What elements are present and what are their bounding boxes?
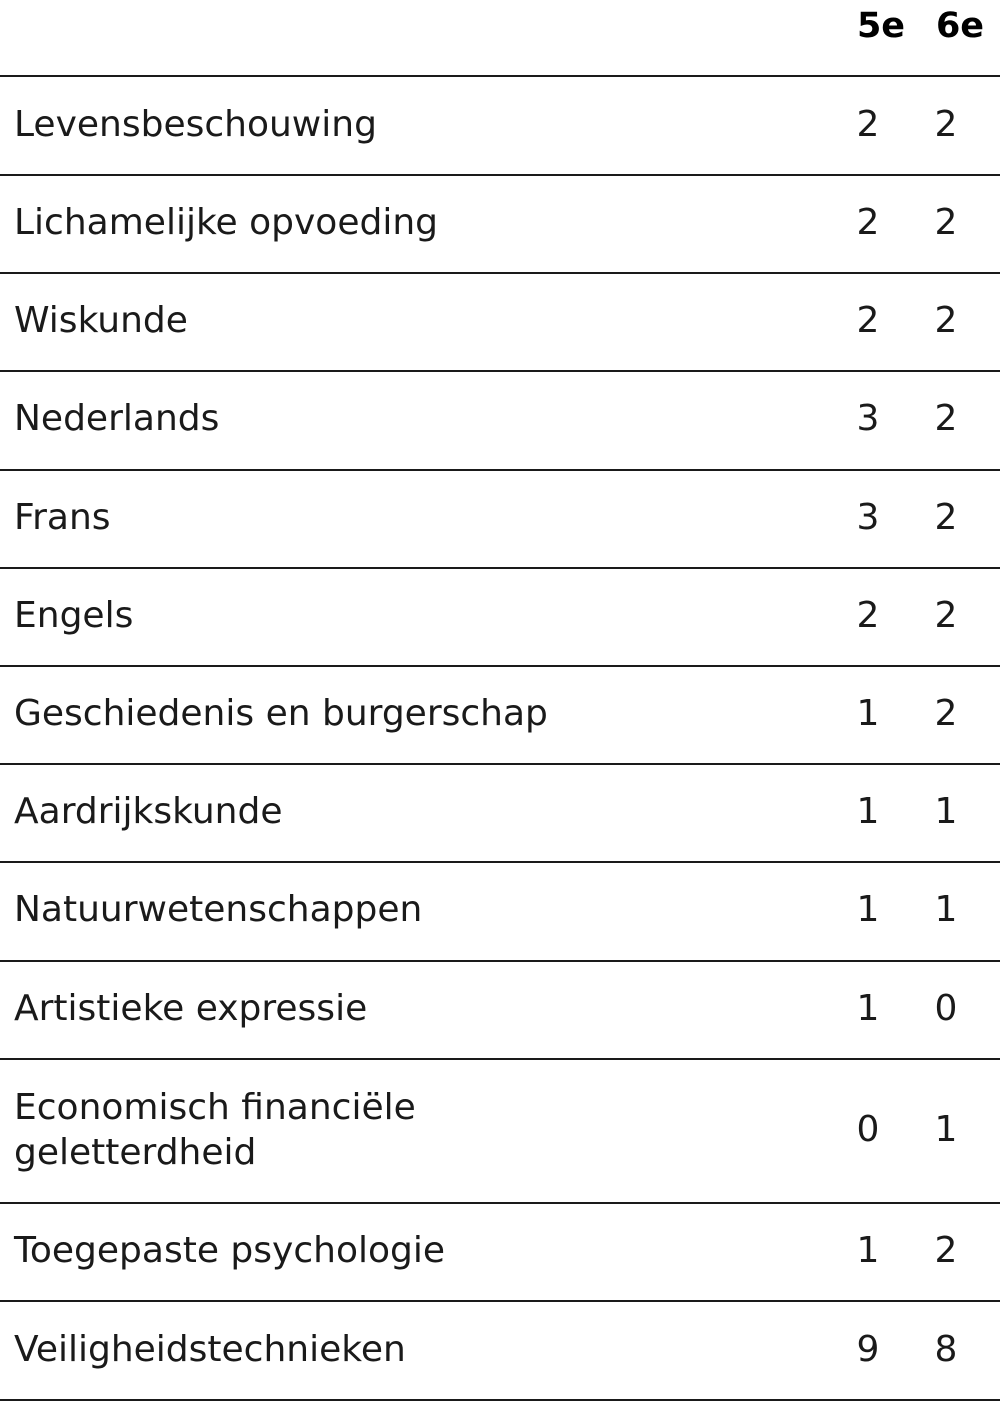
subject-name: Veiligheidstechnieken (14, 1329, 406, 1370)
table-row (0, 569, 1000, 667)
hours-5e: 2 (856, 202, 880, 243)
hours-5e: 1 (856, 889, 880, 930)
table-row (0, 274, 1000, 372)
hours-6e: 1 (934, 1109, 958, 1150)
table-row (0, 1060, 1000, 1204)
hours-6e: 2 (934, 595, 958, 636)
hours-6e: 2 (934, 497, 958, 538)
hours-5e: 1 (856, 1230, 880, 1271)
hours-5e: 1 (856, 693, 880, 734)
hours-6e: 1 (934, 791, 958, 832)
hours-5e: 2 (856, 300, 880, 341)
hours-6e: 2 (934, 693, 958, 734)
hours-5e: 0 (856, 1109, 880, 1150)
subject-name: Engels (14, 595, 134, 636)
table-row (0, 1302, 1000, 1401)
table-header (0, 0, 1000, 77)
subject-name: Natuurwetenschappen (14, 889, 423, 930)
hours-6e: 2 (934, 300, 958, 341)
hours-6e: 8 (934, 1329, 958, 1370)
table-row (0, 765, 1000, 863)
table-row (0, 77, 1000, 176)
table-row (0, 667, 1000, 765)
subject-name-line-1: Economisch financiële (14, 1087, 416, 1128)
hours-5e: 9 (856, 1329, 880, 1370)
subject-name: Geschiedenis en burgerschap (14, 693, 548, 734)
hours-5e: 2 (856, 595, 880, 636)
hours-6e: 2 (934, 202, 958, 243)
table-row (0, 372, 1000, 471)
column-header-5e: 5e (856, 6, 906, 46)
subject-name: Nederlands (14, 398, 220, 439)
table-row (0, 1204, 1000, 1302)
hours-5e: 2 (856, 104, 880, 145)
column-header-6e: 6e (935, 6, 985, 46)
hours-6e: 2 (934, 398, 958, 439)
subject-name: Frans (14, 497, 111, 538)
subject-name: Wiskunde (14, 300, 188, 341)
subject-name-line-2: geletterdheid (14, 1132, 257, 1173)
hours-5e: 3 (856, 497, 880, 538)
table-row (0, 863, 1000, 962)
hours-6e: 2 (934, 1230, 958, 1271)
hours-5e: 3 (856, 398, 880, 439)
subject-name: Toegepaste psychologie (14, 1230, 445, 1271)
hours-5e: 1 (856, 791, 880, 832)
hours-6e: 1 (934, 889, 958, 930)
subject-name: Aardrijkskunde (14, 791, 283, 832)
subject-name: Levensbeschouwing (14, 104, 377, 145)
hours-6e: 2 (934, 104, 958, 145)
subject-name: Artistieke expressie (14, 988, 368, 1029)
subject-name: Lichamelijke opvoeding (14, 202, 438, 243)
table-row (0, 471, 1000, 569)
table-row (0, 962, 1000, 1060)
table-row (0, 176, 1000, 274)
hours-6e: 0 (934, 988, 958, 1029)
hours-5e: 1 (856, 988, 880, 1029)
